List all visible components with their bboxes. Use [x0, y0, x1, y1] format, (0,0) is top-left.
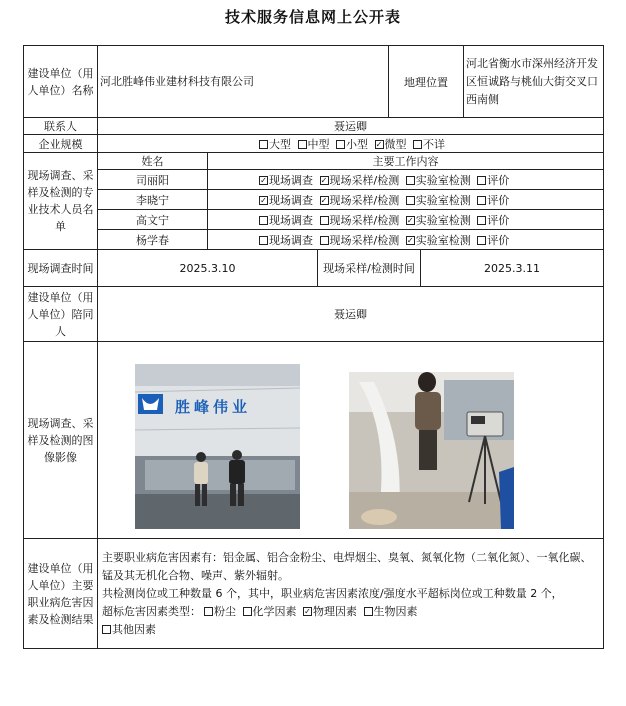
sign-text: 胜峰伟业: [175, 398, 252, 416]
staff-col-name: 姓名: [98, 153, 208, 170]
work-option[interactable]: 实验室检测: [403, 194, 471, 207]
staff-col-work: 主要工作内容: [208, 153, 604, 170]
work-option[interactable]: 实验室检测: [403, 174, 471, 187]
work-option[interactable]: 现场采样/检测: [317, 234, 400, 247]
work-option[interactable]: 现场采样/检测: [317, 214, 400, 227]
staff-work: [208, 190, 604, 210]
work-option[interactable]: ✓ 现场调查: [256, 174, 313, 187]
checkbox-icon: [259, 140, 268, 149]
checkbox-icon: [259, 236, 268, 245]
staff-label: 现场调查、采样及检测的专业技术人员名单: [24, 153, 98, 250]
work-option[interactable]: ✓ 实验室检测: [403, 214, 471, 227]
unit-value: 河北胜峰伟业建材科技有限公司: [98, 46, 389, 118]
staff-name: 司丽阳: [98, 170, 208, 190]
hazard-types: 超标危害因素类型： 粉尘 化学因素 ✓ 物理因素 生物因素: [102, 603, 599, 621]
checkbox-icon: [259, 216, 268, 225]
work-option[interactable]: ✓ 实验室检测: [403, 234, 471, 247]
escort-label: 建设单位（用人单位）陪同人: [24, 287, 98, 342]
checkbox-checked-icon: [259, 176, 268, 185]
hazard-type-option[interactable]: ✓ 物理因素: [300, 605, 357, 618]
escort-value: 聂运卿: [98, 287, 604, 342]
survey-time-label: 现场调查时间: [24, 250, 98, 287]
checkbox-icon: [477, 196, 486, 205]
hazards-line1: 主要职业病危害因素有：铝金属、铝合金粉尘、电焊烟尘、臭氧、氮氧化物（二氧化氮）、一氧化碳、锰及其无机化合物、噪声、紫外辐射。: [102, 550, 592, 582]
site-photo-sign: [135, 364, 300, 529]
site-photo-sampling: [349, 372, 514, 529]
scale-option[interactable]: 小型: [333, 138, 368, 151]
work-option[interactable]: 现场调查: [256, 234, 313, 247]
location-value: 河北省衡水市深州经济开发区恒诚路与桃仙大街交叉口西南侧: [464, 46, 604, 118]
hazard-type-option[interactable]: 粉尘: [201, 605, 236, 618]
hazard-other: [102, 621, 599, 639]
site-photo-sign-image: [135, 364, 300, 529]
work-option[interactable]: ✓ 现场采样/检测: [317, 194, 400, 207]
checkbox-icon: [102, 625, 111, 634]
checkbox-checked-icon: [259, 196, 268, 205]
staff-work: [208, 170, 604, 190]
checkbox-icon: [336, 140, 345, 149]
checkbox-icon: [320, 216, 329, 225]
checkbox-checked-icon: [320, 196, 329, 205]
site-photo-sampling-image: [349, 372, 514, 529]
checkbox-icon: [477, 236, 486, 245]
hazards-line2: 共检测岗位或工种数量 6 个，其中，职业病危害因素浓度/强度水平超标岗位或工种数量 2 个，: [102, 586, 563, 600]
checkbox-icon: [320, 236, 329, 245]
checkbox-icon: [406, 196, 415, 205]
checkbox-icon: [204, 607, 213, 616]
work-option[interactable]: 评价: [474, 194, 509, 207]
checkbox-checked-icon: [303, 607, 312, 616]
location-label: 地理位置: [389, 46, 464, 118]
checkbox-checked-icon: [406, 216, 415, 225]
checkbox-icon: [477, 216, 486, 225]
staff-name: 高文宁: [98, 210, 208, 230]
sampling-time-label: 现场采样/检测时间: [318, 250, 421, 287]
staff-work: [208, 230, 604, 250]
scale-option[interactable]: 中型: [295, 138, 330, 151]
sampling-time-value: 2025.3.11: [421, 250, 604, 287]
hazard-type-option[interactable]: 生物因素: [361, 605, 418, 618]
work-option[interactable]: 评价: [474, 174, 509, 187]
scale-label: 企业规模: [24, 135, 98, 153]
scale-option[interactable]: 大型: [256, 138, 291, 151]
hazards-result: [98, 539, 604, 649]
staff-name: 李晓宁: [98, 190, 208, 210]
staff-name: 杨学春: [98, 230, 208, 250]
hazard-type-option[interactable]: 其他因素: [102, 623, 156, 636]
images-label: 现场调查、采样及检测的图像影像: [24, 342, 98, 539]
work-option[interactable]: ✓ 现场采样/检测: [317, 174, 400, 187]
checkbox-icon: [298, 140, 307, 149]
unit-label: 建设单位（用人单位）名称: [24, 46, 98, 118]
work-option[interactable]: 评价: [474, 214, 509, 227]
hazards-label: 建设单位（用人单位）主要职业病危害因素及检测结果: [24, 539, 98, 649]
info-table: [23, 45, 604, 649]
checkbox-icon: [477, 176, 486, 185]
contact-value: 聂运卿: [98, 118, 604, 135]
checkbox-icon: [406, 176, 415, 185]
checkbox-icon: [364, 607, 373, 616]
survey-time-value: 2025.3.10: [98, 250, 318, 287]
work-option[interactable]: 现场调查: [256, 214, 313, 227]
checkbox-icon: [243, 607, 252, 616]
checkbox-checked-icon: [406, 236, 415, 245]
checkbox-checked-icon: [375, 140, 384, 149]
page-title: 技术服务信息网上公开表: [224, 8, 401, 26]
scale-options: [98, 135, 604, 153]
scale-option[interactable]: ✓ 微型: [372, 138, 407, 151]
work-option[interactable]: 评价: [474, 234, 509, 247]
hazard-type-option[interactable]: 化学因素: [240, 605, 297, 618]
work-option[interactable]: ✓ 现场调查: [256, 194, 313, 207]
contact-label: 联系人: [24, 118, 98, 135]
checkbox-icon: [413, 140, 422, 149]
checkbox-checked-icon: [320, 176, 329, 185]
staff-work: [208, 210, 604, 230]
scale-option[interactable]: 不详: [410, 138, 445, 151]
